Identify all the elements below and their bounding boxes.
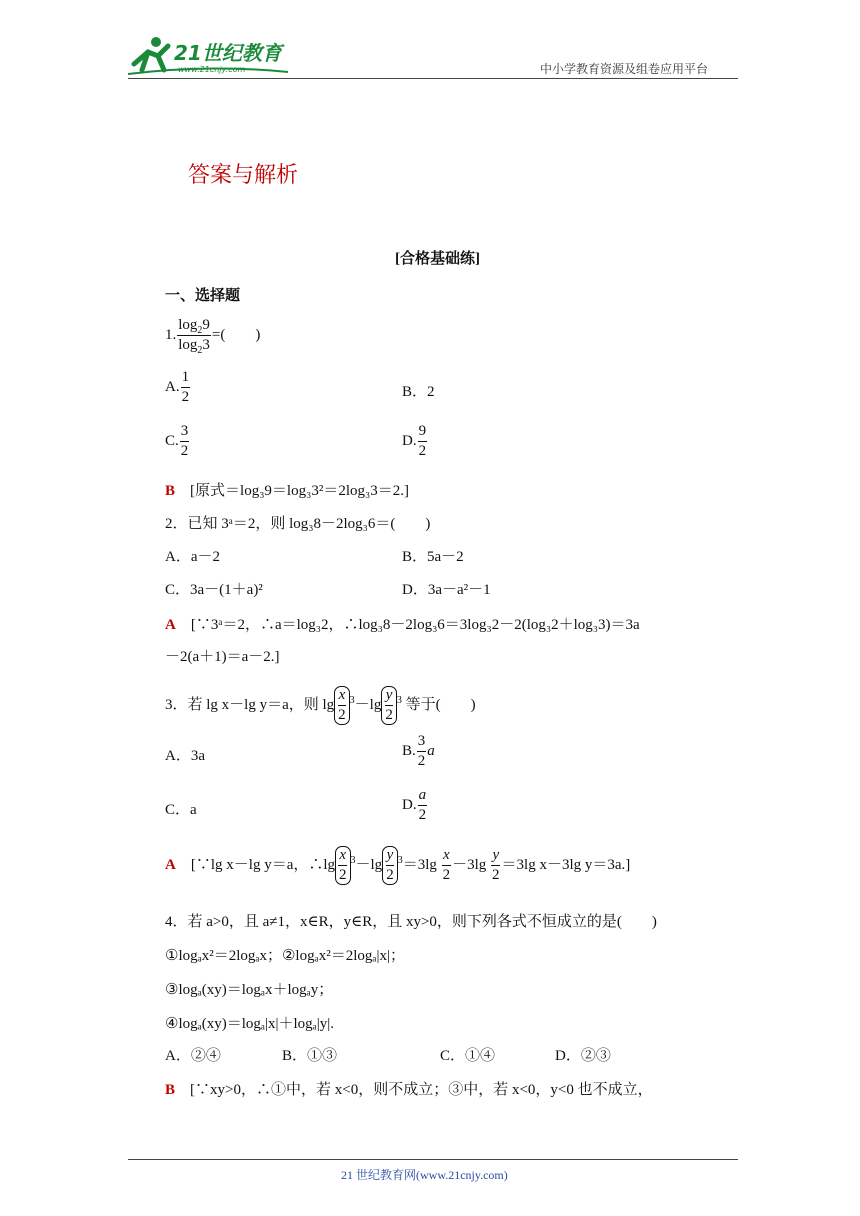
q3-option-b: B. $\frac{3}{2}$ a bbox=[402, 733, 435, 769]
q3-option-c: C．a bbox=[165, 802, 197, 818]
section-heading: [合格基础练] bbox=[395, 251, 480, 267]
question-2-stem: 2．已知 3ᵃ＝2，则 log₃8－2log₃6＝( ) bbox=[165, 516, 431, 532]
site-name: 中小学教育资源及组卷应用平台 bbox=[540, 62, 709, 76]
q1-option-d: D. $\frac{9}{2}$ bbox=[402, 423, 427, 459]
q2-option-c: C．3a－(1＋a)² bbox=[165, 582, 263, 598]
part-heading: 一、选择题 bbox=[165, 288, 241, 304]
q3-answer: A [∵lg x－lg y＝a，∴lg $\frac{x}{2}$ $^3$－lg $\frac{y}{2}$ $^3$＝3lg $\frac{x}{2}$ －3lg $\frac{y}{2}$ ＝3lg x－3lg y＝3a.] bbox=[165, 847, 631, 883]
q3-option-a: A．3a bbox=[165, 748, 205, 764]
q4-statement-2: ③logₐ(xy)＝logₐx＋logₐy； bbox=[165, 982, 334, 998]
q4-statement-3: ④logₐ(xy)＝logₐ|x|＋logₐ|y|. bbox=[165, 1016, 335, 1032]
svg-text:www.21cnjy.com: www.21cnjy.com bbox=[178, 65, 246, 74]
q1-option-a: A. $\frac{1}{2}$ bbox=[165, 369, 190, 405]
q2-answer-line-2: －2(a＋1)＝a－2.] bbox=[165, 649, 280, 665]
q2-option-d: D．3a－a²－1 bbox=[402, 582, 491, 598]
q1-answer: B [原式＝log₃9＝log₃3²＝2log₃3＝2.] bbox=[165, 483, 409, 499]
q2-answer-line-1: A [∵3ᵃ＝2，∴a＝log₃2，∴log₃8－2log₃6＝3log₃2－2(log₃2＋log₃3)＝3a bbox=[165, 617, 640, 633]
fraction: $\frac{\log_29}{\log_23}$ bbox=[178, 317, 210, 356]
q4-option-a: A．②④ bbox=[165, 1048, 221, 1064]
runner-logo-icon bbox=[128, 34, 288, 78]
q4-option-c: C．①④ bbox=[440, 1048, 496, 1064]
q3-option-d: D. $\frac{a}{2}$ bbox=[402, 787, 427, 823]
q1-option-b: B．2 bbox=[402, 384, 435, 400]
q2-option-a: A．a－2 bbox=[165, 549, 220, 565]
question-1-stem: 1. $\frac{\log_29}{\log_23}$ =( ) bbox=[165, 317, 261, 356]
question-3-stem: 3．若 lg x－lg y＝a，则 lg $\frac{x}{2}$ $^3$－lg $\frac{y}{2}$ $^3$ 等于( ) bbox=[165, 687, 476, 723]
logo bbox=[128, 34, 288, 78]
q2-option-b: B．5a－2 bbox=[402, 549, 464, 565]
q4-option-b: B．①③ bbox=[282, 1048, 338, 1064]
header-divider bbox=[128, 78, 738, 79]
question-4-stem: 4．若 a>0，且 a≠1，x∈R，y∈R，且 xy>0，则下列各式不恒成立的是( ) bbox=[165, 914, 657, 930]
q1-option-c: C. $\frac{3}{2}$ bbox=[165, 423, 189, 459]
q4-answer: B [∵xy>0，∴①中，若 x<0，则不成立；③中，若 x<0，y<0 也不成立， bbox=[165, 1082, 653, 1098]
q4-statement-1: ①logₐx²＝2logₐx；②logₐx²＝2logₐ|x|； bbox=[165, 948, 405, 964]
page-title: 答案与解析 bbox=[188, 162, 299, 187]
svg-text:21世纪教育: 21世纪教育 bbox=[174, 41, 282, 65]
q4-option-d: D．②③ bbox=[555, 1048, 611, 1064]
footer-text: 21 世纪教育网(www.21cnjy.com) bbox=[341, 1168, 508, 1182]
footer-divider bbox=[128, 1159, 738, 1160]
